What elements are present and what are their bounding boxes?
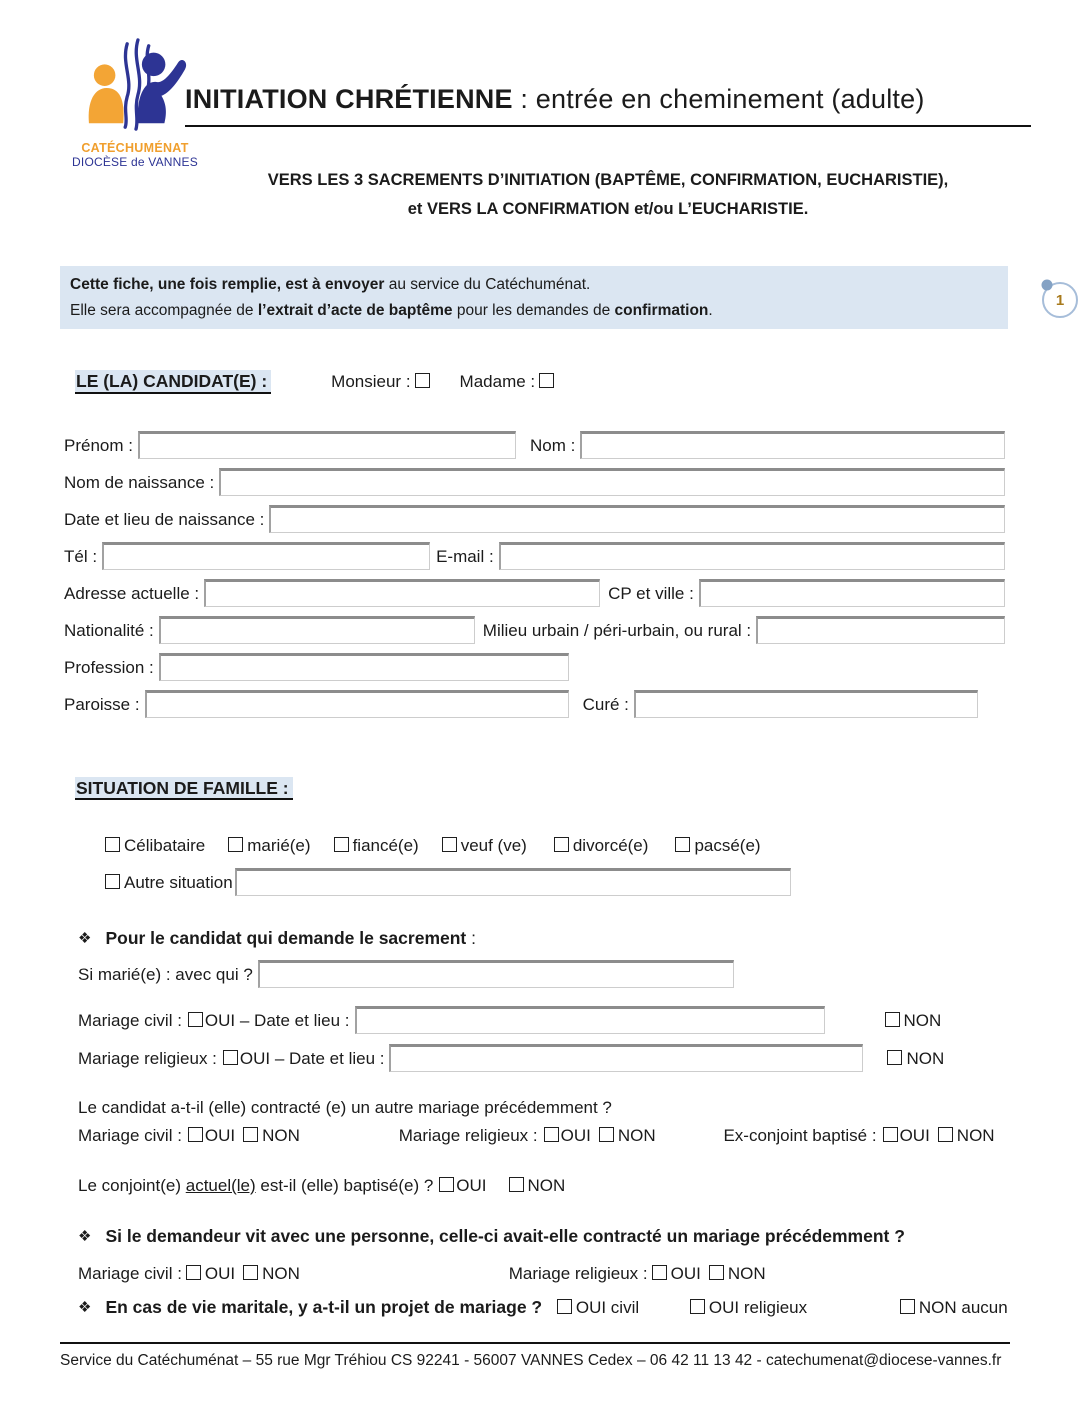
subtitle-line2: et VERS LA CONFIRMATION et/ou L’EUCHARISTIE.	[407, 199, 809, 218]
cure-label: Curé :	[582, 695, 629, 714]
autre-situation-row	[105, 866, 791, 896]
checkbox-projet-oui-civil[interactable]	[557, 1299, 572, 1314]
diamond-bullet-icon: ❖	[78, 930, 92, 947]
projet-mariage-row: ❖ En cas de vie maritale, y a-t-il un projet de mariage ? OUI civil OUI religieux NON aucun	[78, 1297, 1008, 1317]
tel-input[interactable]	[102, 542, 430, 570]
checkbox-ex-conjoint-non[interactable]	[938, 1127, 953, 1142]
email-input[interactable]	[499, 542, 1005, 570]
mariage-religieux-non: NON	[883, 1049, 944, 1072]
profession-input[interactable]	[159, 653, 569, 681]
milieu-input[interactable]	[756, 616, 1005, 644]
profession-label: Profession :	[64, 658, 154, 677]
subtitle-line1: VERS LES 3 SACREMENTS D’INITIATION (BAPTÊME, CONFIRMATION, EUCHARISTIE),	[267, 171, 949, 189]
autre-situation-input[interactable]	[235, 868, 791, 896]
projet-oui-civil: OUI civil	[547, 1298, 639, 1317]
famille-heading: SITUATION DE FAMILLE :	[75, 777, 293, 800]
nom-input[interactable]	[580, 431, 1005, 459]
option-divorce: divorcé(e)	[554, 836, 649, 856]
checkbox-pacse[interactable]	[675, 837, 690, 852]
prenom-label: Prénom :	[64, 436, 133, 455]
row-profession	[64, 651, 1005, 681]
checkbox-mariage-religieux-non[interactable]	[887, 1050, 902, 1065]
civility-madame: Madame :	[460, 372, 559, 392]
prenom-input[interactable]	[138, 431, 516, 459]
checkbox-projet-oui-religieux[interactable]	[690, 1299, 705, 1314]
page-title-bold: INITIATION CHRÉTIENNE	[185, 84, 513, 114]
checkbox-autre-situation[interactable]	[105, 874, 120, 889]
nom-naissance-label: Nom de naissance :	[64, 473, 215, 492]
nom-label: Nom :	[529, 436, 576, 455]
checkbox-dem-civil-oui[interactable]	[186, 1265, 201, 1280]
si-marie-label: Si marié(e) : avec qui ?	[78, 965, 253, 984]
date-lieu-label: Date et lieu de naissance :	[64, 510, 265, 529]
si-marie-row	[78, 958, 734, 988]
checkbox-prev-religieux-non[interactable]	[599, 1127, 614, 1142]
famille-options-row	[105, 836, 761, 856]
notice-box	[60, 266, 1008, 329]
logo-line1: CATÉCHUMÉNAT	[81, 141, 189, 155]
nationalite-input[interactable]	[159, 616, 475, 644]
checkbox-mariage-civil-oui[interactable]	[188, 1012, 203, 1027]
checkbox-ex-conjoint-oui[interactable]	[883, 1127, 898, 1142]
mariage-civil-non: NON	[881, 1011, 942, 1034]
checkbox-conjoint-non[interactable]	[509, 1177, 524, 1192]
checkbox-conjoint-oui[interactable]	[439, 1177, 454, 1192]
nom-naissance-input[interactable]	[219, 468, 1005, 496]
row-date-lieu-naissance	[64, 503, 1005, 533]
row-nom-naissance	[64, 466, 1005, 496]
prev-religieux-group: Mariage religieux : OUI NON	[398, 1126, 656, 1145]
nationalite-label: Nationalité :	[64, 621, 154, 640]
notice-line2: Elle sera accompagnée de l’extrait d’acte de baptême pour les demandes de confirmation.	[70, 301, 713, 319]
option-veuf: veuf (ve)	[442, 836, 527, 856]
diamond-bullet-icon: ❖	[78, 1228, 92, 1245]
dem-civil-group: Mariage civil : OUI NON	[78, 1264, 300, 1283]
checkbox-celibataire[interactable]	[105, 837, 120, 852]
checkbox-prev-civil-non[interactable]	[243, 1127, 258, 1142]
title-block	[185, 84, 1031, 127]
diocese-logo	[70, 36, 200, 169]
subtitle	[185, 166, 1031, 224]
page-title-rest: : entrée en cheminement (adulte)	[512, 84, 925, 114]
paroisse-input[interactable]	[145, 690, 569, 718]
adresse-label: Adresse actuelle :	[64, 584, 200, 603]
checkbox-mariage-civil-non[interactable]	[885, 1012, 900, 1027]
checkbox-divorce[interactable]	[554, 837, 569, 852]
checkbox-monsieur[interactable]	[415, 373, 430, 388]
option-marie: marié(e)	[228, 836, 310, 856]
checkbox-projet-non-aucun[interactable]	[900, 1299, 915, 1314]
mariage-civil-date-row	[78, 1004, 946, 1034]
checkbox-veuf[interactable]	[442, 837, 457, 852]
notice-line1: Cette fiche, une fois remplie, est à envoyer au service du Catéchuménat.	[70, 276, 591, 293]
civility-monsieur: Monsieur :	[331, 372, 433, 392]
famille-section-header	[75, 778, 293, 799]
candidate-section-header	[75, 370, 558, 394]
tel-label: Tél :	[64, 547, 98, 566]
mariage-religieux-date-row	[78, 1042, 949, 1072]
cp-ville-input[interactable]	[699, 579, 1005, 607]
si-marie-input[interactable]	[258, 960, 734, 988]
projet-non-aucun: NON aucun	[812, 1298, 1008, 1317]
checkbox-fiance[interactable]	[334, 837, 349, 852]
paroisse-label: Paroisse :	[64, 695, 140, 714]
mariage-religieux-date-input[interactable]	[389, 1044, 863, 1072]
ex-conjoint-group: Ex-conjoint baptisé : OUI NON	[723, 1126, 995, 1145]
checkbox-mariage-religieux-oui[interactable]	[223, 1050, 238, 1065]
diamond-bullet-icon: ❖	[78, 1299, 92, 1316]
catechumenat-logo-icon	[76, 36, 194, 134]
date-lieu-input[interactable]	[269, 505, 1005, 533]
logo-line2: DIOCÈSE de VANNES	[72, 155, 198, 169]
mariage-religieux-label: Mariage religieux : OUI – Date et lieu :	[78, 1049, 385, 1068]
cure-input[interactable]	[634, 690, 978, 718]
option-celibataire: Célibataire	[105, 836, 205, 856]
footer: Service du Catéchuménat – 55 rue Mgr Tréhiou CS 92241 - 56007 VANNES Cedex – 06 42 11 13 42 - catechumenat@diocese-vannes.fr	[60, 1342, 1010, 1370]
conjoint-actuel-underlined: actuel(le)	[185, 1176, 256, 1195]
sacrement-heading-row: ❖ Pour le candidat qui demande le sacrement :	[78, 928, 476, 948]
demandeur-options-row	[78, 1264, 766, 1284]
dem-religieux-group: Mariage religieux : OUI NON	[508, 1264, 766, 1283]
checkbox-prev-religieux-oui[interactable]	[544, 1127, 559, 1142]
checkbox-dem-civil-non[interactable]	[243, 1265, 258, 1280]
mariage-civil-date-input[interactable]	[355, 1006, 825, 1034]
checkbox-prev-civil-oui[interactable]	[188, 1127, 203, 1142]
checkbox-marie[interactable]	[228, 837, 243, 852]
adresse-input[interactable]	[204, 579, 600, 607]
candidate-heading: LE (LA) CANDIDAT(E) :	[75, 370, 271, 394]
checkbox-dem-religieux-non[interactable]	[709, 1265, 724, 1280]
previous-marriage-options-row	[78, 1126, 1005, 1146]
prev-civil-group: Mariage civil : OUI NON	[78, 1126, 300, 1145]
page-title	[185, 84, 1031, 115]
option-pacse: pacsé(e)	[675, 836, 760, 856]
comment-badge-number: 1	[1055, 292, 1065, 309]
demandeur-question-row: ❖ Si le demandeur vit avec une personne, celle-ci avait-elle contracté un mariage précédemment ?	[78, 1226, 905, 1246]
milieu-label: Milieu urbain / péri-urbain, ou rural :	[482, 621, 752, 640]
email-label: E-mail :	[436, 547, 494, 566]
option-fiance: fiancé(e)	[334, 836, 419, 856]
cp-ville-label: CP et ville :	[608, 584, 694, 603]
checkbox-madame[interactable]	[539, 373, 554, 388]
autre-situation: Autre situation	[105, 873, 233, 896]
row-tel-email	[64, 540, 1005, 570]
row-adresse-cp	[64, 577, 1005, 607]
mariage-civil-label: Mariage civil : OUI – Date et lieu :	[78, 1011, 350, 1030]
row-prenom-nom	[64, 429, 1005, 459]
checkbox-dem-religieux-oui[interactable]	[652, 1265, 667, 1280]
previous-marriage-question: Le candidat a-t-il (elle) contracté (e) un autre mariage précédemment ?	[78, 1098, 612, 1117]
row-paroisse-cure	[64, 688, 1005, 718]
projet-oui-religieux: OUI religieux	[644, 1298, 807, 1317]
comment-badge-icon	[1034, 272, 1082, 324]
row-nationalite-milieu	[64, 614, 1005, 644]
conjoint-actuel-row: Le conjoint(e) actuel(le) est-il (elle) baptisé(e) ? OUI NON	[78, 1176, 566, 1195]
comment-badge[interactable]	[1034, 272, 1082, 329]
